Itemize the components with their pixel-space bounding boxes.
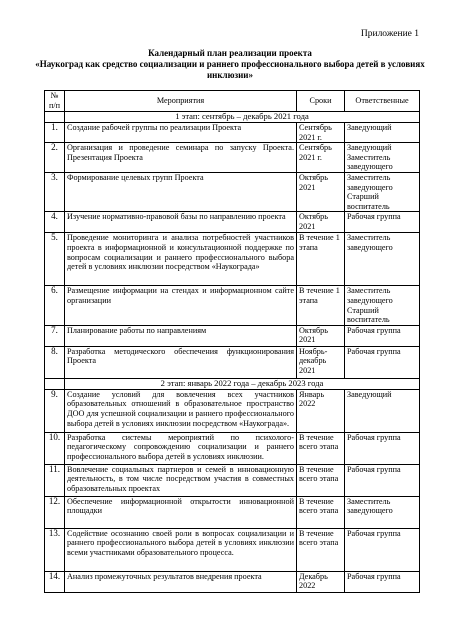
row-responsible: Рабочая группа [345,346,420,378]
row-number: 12. [45,496,65,528]
row-number: 10. [45,432,65,464]
table-row [45,389,420,432]
row-term: В течение всего этапа [297,464,345,496]
row-activity: Разработка методического обеспечения функционирования Проекта [65,346,297,378]
row-activity: Планирование работы по направлениям [65,325,297,346]
header-term: Сроки [297,91,345,112]
table-row [45,233,420,286]
row-number: 2. [45,143,65,173]
row-number: 7. [45,325,65,346]
row-responsible: Рабочая группа [345,528,420,571]
row-number: 9. [45,389,65,432]
row-responsible: Заведующий [345,389,420,432]
row-activity: Создание рабочей группы по реализации Проекта [65,123,297,143]
table-row [45,325,420,346]
row-term: В течение 1 этапа [297,233,345,286]
row-activity: Организация и проведение семинара по запуску Проекта. Презентация Проекта [65,143,297,173]
stage-label: 1 этап: сентябрь – декабрь 2021 года [65,112,420,123]
row-number: 8. [45,346,65,378]
table-row [45,528,420,571]
row-term: Январь 2022 [297,389,345,432]
row-term: В течение всего этапа [297,528,345,571]
table-header-row [45,91,420,112]
row-term: Декабрь 2022 [297,571,345,592]
table-row [45,496,420,528]
row-term: Октябрь 2021 [297,325,345,346]
row-responsible: Заведующий Заместитель заведующего [345,143,420,173]
header-num: № п/п [45,91,65,112]
appendix-label: Приложение 1 [360,29,419,39]
row-term: Сентябрь 2021 г. [297,143,345,173]
row-responsible: Заместитель заведующего Старший воспитатель [345,286,420,325]
table-row [45,123,420,143]
row-number: 4. [45,212,65,233]
row-activity: Анализ промежуточных результатов внедрения проекта [65,571,297,592]
row-activity: Изучение нормативно-правовой базы по направлению проекта [65,212,297,233]
stage-2-row [45,378,420,389]
row-activity: Вовлечение социальных партнеров и семей в инновационную деятельность, в том числе посредством участия в совместных образовательных проектах [65,464,297,496]
table-row [45,432,420,464]
table-row [45,346,420,378]
row-number: 5. [45,233,65,286]
document-title [30,48,430,81]
table-row [45,286,420,325]
row-responsible: Заведующий [345,123,420,143]
row-term: Ноябрь-декабрь 2021 [297,346,345,378]
row-responsible: Рабочая группа [345,571,420,592]
row-responsible: Рабочая группа [345,432,420,464]
row-number: 6. [45,286,65,325]
row-number: 13. [45,528,65,571]
row-responsible: Заместитель заведующего [345,496,420,528]
row-responsible: Заместитель заведующего Старший воспитатель [345,172,420,211]
table-row [45,143,420,173]
row-term: Октябрь 2021 [297,172,345,211]
stage-label: 2 этап: январь 2022 года – декабрь 2023 года [65,378,420,389]
header-responsible: Ответственные [345,91,420,112]
row-term: В течение всего этапа [297,432,345,464]
header-activity: Мероприятия [65,91,297,112]
row-term: Сентябрь 2021 г. [297,123,345,143]
table-row [45,464,420,496]
row-responsible: Заместитель заведующего [345,233,420,286]
title-line-1: Календарный план реализации проекта [148,48,312,58]
row-responsible: Рабочая группа [345,464,420,496]
row-number: 3. [45,172,65,211]
row-activity: Создание условий для вовлечения всех участников образовательных отношений в образовательное пространство ДОО для успешной социализации и раннего профессионального выбора детей в условиях инклюзии посредством «Наукограда». [65,389,297,432]
table-row [45,212,420,233]
row-term: В течение всего этапа [297,496,345,528]
calendar-plan-table [44,90,420,593]
row-number: 14. [45,571,65,592]
row-activity: Проведение мониторинга и анализа потребностей участников проекта в информационной и консультационной поддержке по вопросам социализации и раннего профессионального выбора детей в условиях инклюзии посредством «Наукограда» [65,233,297,286]
row-number: 11. [45,464,65,496]
row-activity: Размещение информации на стендах и информационном сайте организации [65,286,297,325]
title-line-2: «Наукоград как средство социализации и раннего профессионального выбора детей в условиях инклюзии» [35,59,425,80]
row-responsible: Рабочая группа [345,212,420,233]
row-activity: Разработка системы мероприятий по психолого-педагогическому сопровождению социализации и раннего профессионального выбора детей в условиях инклюзии. [65,432,297,464]
row-responsible: Рабочая группа [345,325,420,346]
row-activity: Обеспечение информационной открытости инновационной площадки [65,496,297,528]
row-number: 1. [45,123,65,143]
row-term: Октябрь 2021 [297,212,345,233]
table-row [45,172,420,211]
stage-blank-cell [45,112,65,123]
row-activity: Содействие осознанию своей роли в вопросах социализации и раннего профессионального выбора детей в условиях инклюзии всеми участниками образовательного процесса. [65,528,297,571]
row-term: В течение 1 этапа [297,286,345,325]
table-row [45,571,420,592]
stage-blank-cell [45,378,65,389]
row-activity: Формирование целевых групп Проекта [65,172,297,211]
stage-1-row [45,112,420,123]
